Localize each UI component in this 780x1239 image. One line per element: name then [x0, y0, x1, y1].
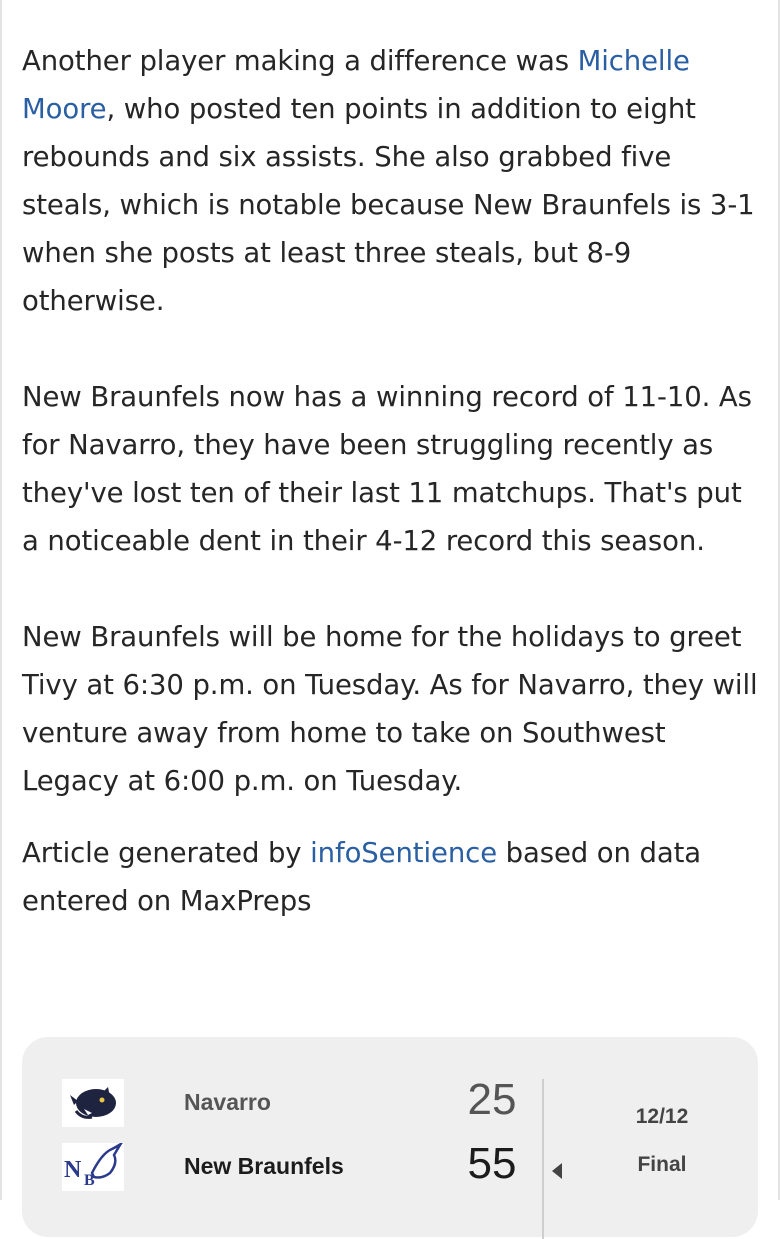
game-date: 12/12	[635, 1105, 689, 1128]
team-score: 55	[467, 1139, 517, 1188]
left-border	[0, 0, 2, 1200]
infosentience-link[interactable]: infoSentience	[310, 837, 498, 869]
team-score: 25	[467, 1075, 517, 1124]
paragraph-credit	[22, 829, 760, 925]
svg-text:B: B	[84, 1172, 95, 1189]
paragraph-records: New Braunfels now has a winning record of 11-10. As for Navarro, they have been struggling recently as they've lost ten of their last 11 matchups. That's put a noticeable dent in their 4-12 record this season.	[22, 381, 752, 557]
team-name: New Braunfels	[184, 1153, 344, 1179]
svg-text:N: N	[64, 1157, 82, 1183]
game-status: Final	[637, 1153, 687, 1176]
michelle-moore-link[interactable]: Michelle Moore	[22, 45, 690, 125]
team-row-new-braunfels[interactable]	[62, 1139, 522, 1193]
p1-text-after: , who posted ten points in addition to eight rebounds and six assists. She also grabbed five steals, which is notable because New Braunfels is 3-1 when she posts at least three steals, but 8-9 otherwise.	[22, 93, 755, 317]
p1-text-before: Another player making a difference was	[22, 45, 578, 77]
winner-arrow-icon	[552, 1163, 562, 1179]
team-row-navarro[interactable]	[62, 1075, 522, 1129]
paragraph-next-games: New Braunfels will be home for the holidays to greet Tivy at 6:30 p.m. on Tuesday. As for Navarro, they will venture away from home to take on Southwest Legacy at 6:00 p.m. on Tuesday.	[22, 621, 758, 797]
panther-logo-icon	[62, 1079, 124, 1127]
p4-text-before: Article generated by	[22, 837, 311, 869]
unicorn-nb-logo-icon	[62, 1143, 124, 1191]
team-name: Navarro	[184, 1089, 271, 1115]
article-body	[22, 37, 760, 925]
paragraph-michelle-moore	[22, 37, 760, 325]
game-scorecard[interactable]	[22, 1037, 758, 1237]
scorecard-divider	[542, 1079, 544, 1239]
p4-text-after: based on data entered on MaxPreps	[22, 837, 702, 917]
